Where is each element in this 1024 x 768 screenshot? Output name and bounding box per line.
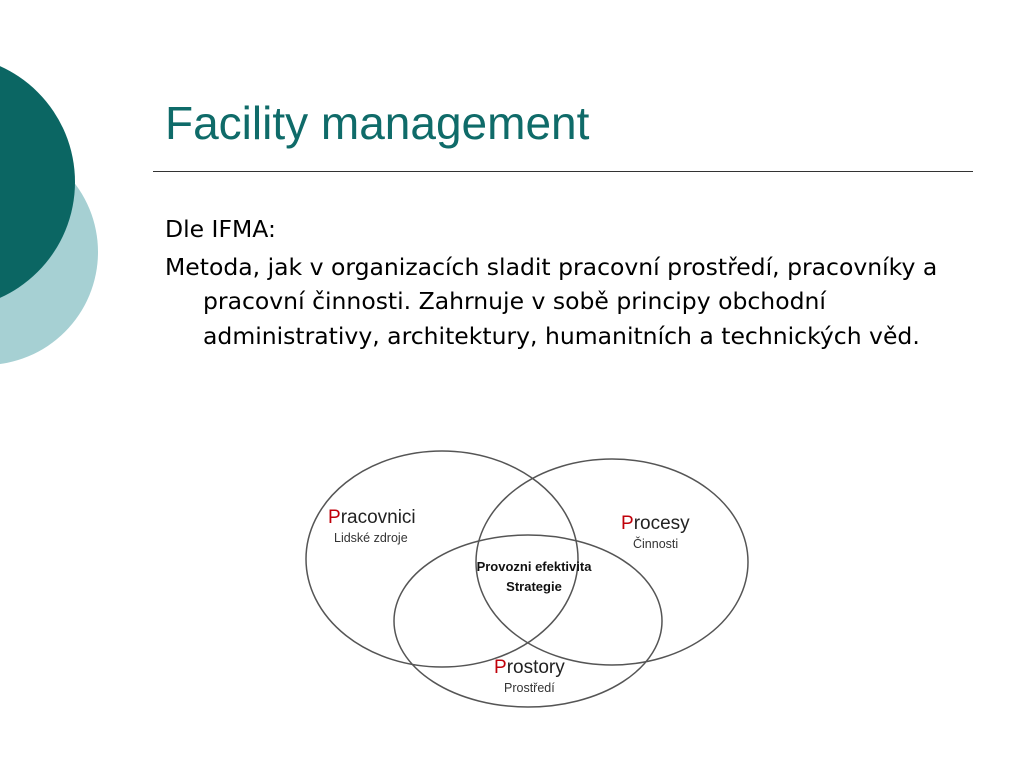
slide-title: Facility management — [165, 97, 590, 149]
sublabel-prostory: Prostředí — [504, 681, 555, 695]
sublabel-pracovnici: Lidské zdroje — [334, 531, 408, 545]
label-pracovnici: Pracovnici — [328, 507, 416, 528]
decorative-circles — [0, 0, 110, 420]
body-paragraph: Metoda, jak v organizacích sladit pracovní prostředí, pracovníky a pracovní činnosti. Zahrnuje v sobě principy obchodní administrativy, architektury, humanitních a technických věd. — [165, 252, 938, 350]
sublabel-procesy: Činnosti — [633, 537, 679, 551]
label-prostory: Prostory — [494, 657, 565, 678]
label-procesy: Procesy — [621, 513, 690, 534]
body-heading: Dle IFMA: — [165, 215, 276, 243]
slide-body — [165, 212, 955, 356]
center-label-line1: Provozni efektivita — [476, 559, 592, 574]
title-divider — [153, 171, 973, 172]
center-label-line2: Strategie — [506, 579, 562, 594]
venn-diagram — [296, 440, 754, 710]
